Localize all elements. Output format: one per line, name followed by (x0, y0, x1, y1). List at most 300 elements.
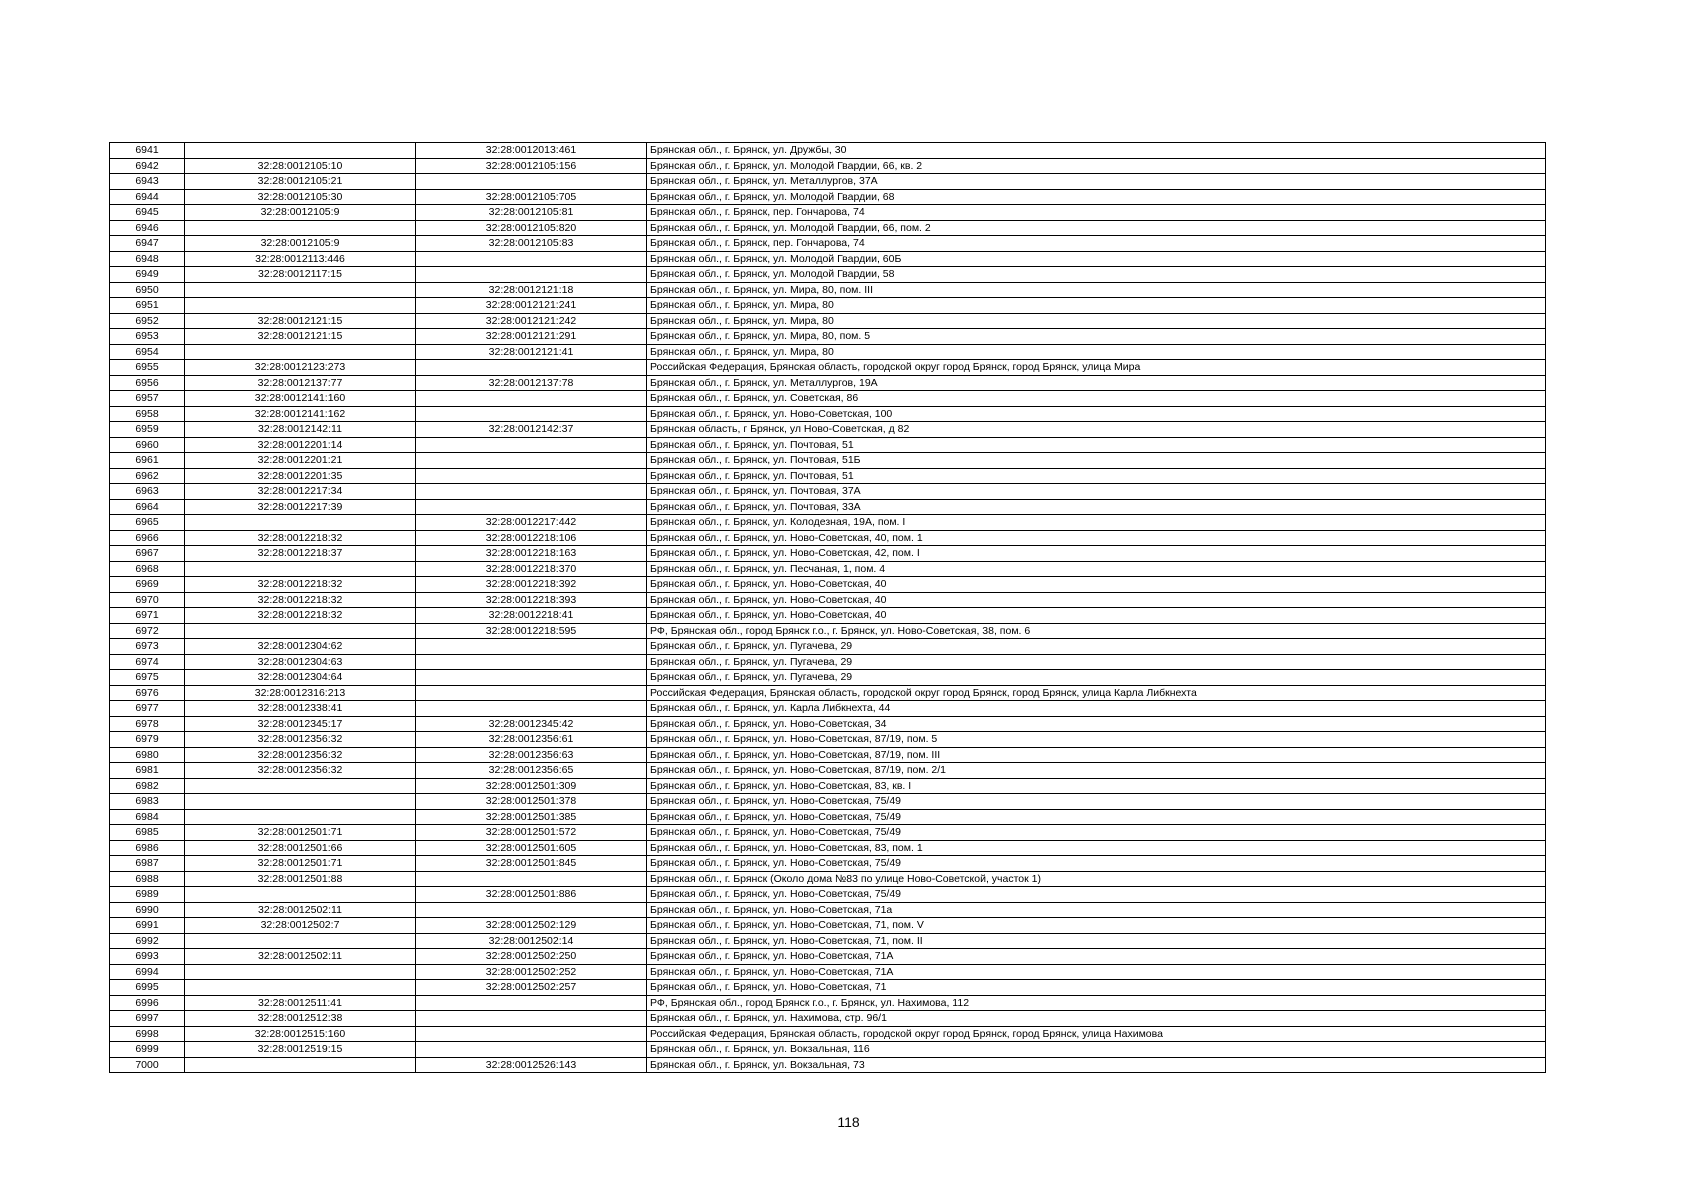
address-cell: Брянская обл., г. Брянск, ул. Ново-Советская, 34 (647, 716, 1546, 732)
row-number-cell: 6997 (110, 1011, 185, 1027)
building-cadastral-cell: 32:28:0012501:385 (416, 809, 647, 825)
table-row (110, 267, 1546, 283)
registry-table-body (110, 143, 1546, 1073)
address-cell: Брянская обл., г. Брянск, ул. Ново-Советская, 75/49 (647, 794, 1546, 810)
land-plot-cadastral-cell: 32:28:0012105:10 (185, 158, 416, 174)
row-number-cell: 6985 (110, 825, 185, 841)
table-row (110, 995, 1546, 1011)
address-cell: Брянская обл., г. Брянск, ул. Мира, 80 (647, 313, 1546, 329)
row-number-cell: 6978 (110, 716, 185, 732)
address-cell: Брянская обл., г. Брянск, ул. Почтовая, 37А (647, 484, 1546, 500)
table-row (110, 468, 1546, 484)
land-plot-cadastral-cell: 32:28:0012502:11 (185, 902, 416, 918)
row-number-cell: 6961 (110, 453, 185, 469)
row-number-cell: 7000 (110, 1057, 185, 1073)
building-cadastral-cell (416, 995, 647, 1011)
row-number-cell: 6982 (110, 778, 185, 794)
building-cadastral-cell (416, 654, 647, 670)
row-number-cell: 6945 (110, 205, 185, 221)
land-plot-cadastral-cell: 32:28:0012345:17 (185, 716, 416, 732)
row-number-cell: 6946 (110, 220, 185, 236)
land-plot-cadastral-cell: 32:28:0012217:34 (185, 484, 416, 500)
row-number-cell: 6966 (110, 530, 185, 546)
address-cell: Брянская обл., г. Брянск, ул. Мира, 80, пом. 5 (647, 329, 1546, 345)
address-cell: Брянская обл., г. Брянск, ул. Ново-Советская, 83, пом. 1 (647, 840, 1546, 856)
table-row (110, 499, 1546, 515)
land-plot-cadastral-cell: 32:28:0012105:21 (185, 174, 416, 190)
table-row (110, 1057, 1546, 1073)
row-number-cell: 6944 (110, 189, 185, 205)
table-row (110, 515, 1546, 531)
building-cadastral-cell (416, 639, 647, 655)
table-row (110, 422, 1546, 438)
land-plot-cadastral-cell: 32:28:0012141:160 (185, 391, 416, 407)
land-plot-cadastral-cell (185, 1057, 416, 1073)
building-cadastral-cell: 32:28:0012356:61 (416, 732, 647, 748)
land-plot-cadastral-cell: 32:28:0012304:63 (185, 654, 416, 670)
address-cell: Брянская обл., г. Брянск, ул. Ново-Советская, 71 (647, 980, 1546, 996)
land-plot-cadastral-cell: 32:28:0012117:15 (185, 267, 416, 283)
building-cadastral-cell: 32:28:0012121:18 (416, 282, 647, 298)
address-cell: Брянская обл., г. Брянск, ул. Ново-Советская, 87/19, пом. III (647, 747, 1546, 763)
address-cell: Брянская обл., г. Брянск, ул. Вокзальная, 73 (647, 1057, 1546, 1073)
building-cadastral-cell: 32:28:0012121:291 (416, 329, 647, 345)
table-row (110, 778, 1546, 794)
table-row (110, 840, 1546, 856)
land-plot-cadastral-cell (185, 794, 416, 810)
row-number-cell: 6947 (110, 236, 185, 252)
table-row (110, 344, 1546, 360)
land-plot-cadastral-cell: 32:28:0012501:71 (185, 825, 416, 841)
row-number-cell: 6952 (110, 313, 185, 329)
building-cadastral-cell (416, 701, 647, 717)
table-row (110, 453, 1546, 469)
building-cadastral-cell: 32:28:0012502:14 (416, 933, 647, 949)
building-cadastral-cell (416, 391, 647, 407)
row-number-cell: 6984 (110, 809, 185, 825)
property-registry-table (109, 142, 1546, 1073)
table-row (110, 329, 1546, 345)
address-cell: Брянская обл., г. Брянск (Около дома №83 по улице Ново-Советской, участок 1) (647, 871, 1546, 887)
row-number-cell: 6965 (110, 515, 185, 531)
table-row (110, 592, 1546, 608)
table-row (110, 685, 1546, 701)
land-plot-cadastral-cell: 32:28:0012201:21 (185, 453, 416, 469)
address-cell: Брянская обл., г. Брянск, ул. Колодезная, 19А, пом. I (647, 515, 1546, 531)
row-number-cell: 6964 (110, 499, 185, 515)
table-row (110, 747, 1546, 763)
table-row (110, 639, 1546, 655)
land-plot-cadastral-cell (185, 933, 416, 949)
row-number-cell: 6972 (110, 623, 185, 639)
table-row (110, 716, 1546, 732)
table-row (110, 174, 1546, 190)
address-cell: Брянская обл., г. Брянск, ул. Ново-Советская, 42, пом. I (647, 546, 1546, 562)
table-row (110, 205, 1546, 221)
land-plot-cadastral-cell: 32:28:0012201:35 (185, 468, 416, 484)
row-number-cell: 6967 (110, 546, 185, 562)
address-cell: Брянская обл., г. Брянск, ул. Ново-Советская, 40, пом. 1 (647, 530, 1546, 546)
address-cell: Российская Федерация, Брянская область, городской округ город Брянск, город Брянск, улица Карла Либкнехта (647, 685, 1546, 701)
row-number-cell: 6943 (110, 174, 185, 190)
table-row (110, 406, 1546, 422)
address-cell: Брянская обл., г. Брянск, ул. Ново-Советская, 40 (647, 577, 1546, 593)
land-plot-cadastral-cell (185, 282, 416, 298)
row-number-cell: 6977 (110, 701, 185, 717)
land-plot-cadastral-cell (185, 778, 416, 794)
row-number-cell: 6995 (110, 980, 185, 996)
building-cadastral-cell: 32:28:0012121:242 (416, 313, 647, 329)
land-plot-cadastral-cell (185, 964, 416, 980)
address-cell: Брянская обл., г. Брянск, ул. Мира, 80 (647, 344, 1546, 360)
table-row (110, 375, 1546, 391)
address-cell: Брянская обл., г. Брянск, ул. Ново-Советская, 75/49 (647, 809, 1546, 825)
address-cell: Брянская обл., г. Брянск, ул. Вокзальная, 116 (647, 1042, 1546, 1058)
row-number-cell: 6960 (110, 437, 185, 453)
row-number-cell: 6941 (110, 143, 185, 159)
building-cadastral-cell: 32:28:0012218:41 (416, 608, 647, 624)
land-plot-cadastral-cell: 32:28:0012121:15 (185, 329, 416, 345)
land-plot-cadastral-cell: 32:28:0012304:64 (185, 670, 416, 686)
table-row (110, 902, 1546, 918)
land-plot-cadastral-cell: 32:28:0012201:14 (185, 437, 416, 453)
address-cell: Брянская обл., г. Брянск, ул. Ново-Советская, 71, пом. II (647, 933, 1546, 949)
land-plot-cadastral-cell: 32:28:0012501:66 (185, 840, 416, 856)
table-row (110, 825, 1546, 841)
building-cadastral-cell: 32:28:0012121:41 (416, 344, 647, 360)
land-plot-cadastral-cell (185, 809, 416, 825)
land-plot-cadastral-cell: 32:28:0012142:11 (185, 422, 416, 438)
address-cell: Брянская обл., г. Брянск, ул. Ново-Советская, 71А (647, 964, 1546, 980)
row-number-cell: 6994 (110, 964, 185, 980)
address-cell: РФ, Брянская обл., город Брянск г.о., г. Брянск, ул. Ново-Советская, 38, пом. 6 (647, 623, 1546, 639)
table-row (110, 484, 1546, 500)
address-cell: Брянская обл., г. Брянск, ул. Ново-Советская, 100 (647, 406, 1546, 422)
building-cadastral-cell (416, 174, 647, 190)
table-row (110, 546, 1546, 562)
building-cadastral-cell: 32:28:0012345:42 (416, 716, 647, 732)
building-cadastral-cell: 32:28:0012105:820 (416, 220, 647, 236)
building-cadastral-cell (416, 499, 647, 515)
row-number-cell: 6983 (110, 794, 185, 810)
row-number-cell: 6962 (110, 468, 185, 484)
address-cell: Брянская обл., г. Брянск, ул. Пугачева, 29 (647, 654, 1546, 670)
building-cadastral-cell (416, 902, 647, 918)
table-row (110, 794, 1546, 810)
building-cadastral-cell: 32:28:0012121:241 (416, 298, 647, 314)
building-cadastral-cell: 32:28:0012142:37 (416, 422, 647, 438)
land-plot-cadastral-cell: 32:28:0012123:273 (185, 360, 416, 376)
row-number-cell: 6950 (110, 282, 185, 298)
row-number-cell: 6956 (110, 375, 185, 391)
table-row (110, 189, 1546, 205)
land-plot-cadastral-cell: 32:28:0012338:41 (185, 701, 416, 717)
table-row (110, 530, 1546, 546)
building-cadastral-cell (416, 453, 647, 469)
address-cell: Брянская обл., г. Брянск, пер. Гончарова, 74 (647, 205, 1546, 221)
building-cadastral-cell: 32:28:0012501:886 (416, 887, 647, 903)
building-cadastral-cell (416, 670, 647, 686)
land-plot-cadastral-cell: 32:28:0012105:9 (185, 236, 416, 252)
table-row (110, 1026, 1546, 1042)
row-number-cell: 6996 (110, 995, 185, 1011)
table-row (110, 158, 1546, 174)
row-number-cell: 6955 (110, 360, 185, 376)
address-cell: Брянская обл., г. Брянск, ул. Советская, 86 (647, 391, 1546, 407)
building-cadastral-cell (416, 871, 647, 887)
building-cadastral-cell (416, 267, 647, 283)
row-number-cell: 6951 (110, 298, 185, 314)
table-row (110, 949, 1546, 965)
table-row (110, 763, 1546, 779)
land-plot-cadastral-cell (185, 344, 416, 360)
address-cell: Брянская обл., г. Брянск, ул. Ново-Советская, 83, кв. I (647, 778, 1546, 794)
address-cell: Брянская обл., г. Брянск, ул. Молодой Гвардии, 68 (647, 189, 1546, 205)
land-plot-cadastral-cell: 32:28:0012356:32 (185, 747, 416, 763)
address-cell: Брянская обл., г. Брянск, ул. Почтовая, 51 (647, 468, 1546, 484)
row-number-cell: 6954 (110, 344, 185, 360)
row-number-cell: 6957 (110, 391, 185, 407)
row-number-cell: 6988 (110, 871, 185, 887)
building-cadastral-cell: 32:28:0012218:370 (416, 561, 647, 577)
row-number-cell: 6958 (110, 406, 185, 422)
address-cell: Российская Федерация, Брянская область, городской округ город Брянск, город Брянск, улица Нахимова (647, 1026, 1546, 1042)
row-number-cell: 6979 (110, 732, 185, 748)
table-row (110, 251, 1546, 267)
table-row (110, 313, 1546, 329)
table-row (110, 236, 1546, 252)
row-number-cell: 6981 (110, 763, 185, 779)
address-cell: Брянская обл., г. Брянск, ул. Ново-Советская, 75/49 (647, 887, 1546, 903)
address-cell: Брянская обл., г. Брянск, ул. Ново-Советская, 75/49 (647, 856, 1546, 872)
row-number-cell: 6969 (110, 577, 185, 593)
building-cadastral-cell (416, 406, 647, 422)
address-cell: Брянская обл., г. Брянск, ул. Ново-Советская, 87/19, пом. 5 (647, 732, 1546, 748)
table-row (110, 732, 1546, 748)
building-cadastral-cell: 32:28:0012218:392 (416, 577, 647, 593)
land-plot-cadastral-cell (185, 623, 416, 639)
address-cell: Брянская обл., г. Брянск, ул. Карла Либкнехта, 44 (647, 701, 1546, 717)
building-cadastral-cell: 32:28:0012218:106 (416, 530, 647, 546)
table-row (110, 577, 1546, 593)
row-number-cell: 6993 (110, 949, 185, 965)
table-row (110, 933, 1546, 949)
row-number-cell: 6992 (110, 933, 185, 949)
row-number-cell: 6963 (110, 484, 185, 500)
land-plot-cadastral-cell: 32:28:0012113:446 (185, 251, 416, 267)
building-cadastral-cell: 32:28:0012526:143 (416, 1057, 647, 1073)
address-cell: Брянская обл., г. Брянск, ул. Почтовая, 51 (647, 437, 1546, 453)
row-number-cell: 6987 (110, 856, 185, 872)
table-row (110, 887, 1546, 903)
address-cell: Брянская обл., г. Брянск, ул. Ново-Советская, 40 (647, 608, 1546, 624)
land-plot-cadastral-cell: 32:28:0012515:160 (185, 1026, 416, 1042)
table-row (110, 654, 1546, 670)
building-cadastral-cell (416, 1042, 647, 1058)
address-cell: Брянская обл., г. Брянск, ул. Мира, 80 (647, 298, 1546, 314)
table-row (110, 809, 1546, 825)
building-cadastral-cell (416, 1026, 647, 1042)
table-row (110, 298, 1546, 314)
land-plot-cadastral-cell: 32:28:0012121:15 (185, 313, 416, 329)
land-plot-cadastral-cell (185, 561, 416, 577)
land-plot-cadastral-cell: 32:28:0012218:32 (185, 530, 416, 546)
land-plot-cadastral-cell: 32:28:0012105:30 (185, 189, 416, 205)
building-cadastral-cell: 32:28:0012218:163 (416, 546, 647, 562)
building-cadastral-cell: 32:28:0012501:378 (416, 794, 647, 810)
row-number-cell: 6949 (110, 267, 185, 283)
building-cadastral-cell: 32:28:0012502:129 (416, 918, 647, 934)
building-cadastral-cell: 32:28:0012502:250 (416, 949, 647, 965)
building-cadastral-cell (416, 484, 647, 500)
row-number-cell: 6953 (110, 329, 185, 345)
table-row (110, 1042, 1546, 1058)
building-cadastral-cell (416, 251, 647, 267)
table-row (110, 964, 1546, 980)
land-plot-cadastral-cell: 32:28:0012511:41 (185, 995, 416, 1011)
building-cadastral-cell: 32:28:0012217:442 (416, 515, 647, 531)
address-cell: Брянская обл., г. Брянск, ул. Мира, 80, пом. III (647, 282, 1546, 298)
building-cadastral-cell: 32:28:0012105:705 (416, 189, 647, 205)
address-cell: Брянская обл., г. Брянск, ул. Пугачева, 29 (647, 639, 1546, 655)
table-row (110, 143, 1546, 159)
address-cell: Брянская обл., г. Брянск, ул. Молодой Гвардии, 58 (647, 267, 1546, 283)
table-row (110, 918, 1546, 934)
land-plot-cadastral-cell: 32:28:0012218:32 (185, 577, 416, 593)
land-plot-cadastral-cell (185, 220, 416, 236)
table-row (110, 1011, 1546, 1027)
building-cadastral-cell (416, 685, 647, 701)
land-plot-cadastral-cell: 32:28:0012519:15 (185, 1042, 416, 1058)
row-number-cell: 6976 (110, 685, 185, 701)
table-row (110, 623, 1546, 639)
land-plot-cadastral-cell: 32:28:0012137:77 (185, 375, 416, 391)
row-number-cell: 6989 (110, 887, 185, 903)
land-plot-cadastral-cell: 32:28:0012105:9 (185, 205, 416, 221)
building-cadastral-cell (416, 468, 647, 484)
address-cell: Брянская обл., г. Брянск, ул. Ново-Советская, 40 (647, 592, 1546, 608)
address-cell: Брянская область, г Брянск, ул Ново-Советская, д 82 (647, 422, 1546, 438)
address-cell: Брянская обл., г. Брянск, ул. Ново-Советская, 71А (647, 949, 1546, 965)
building-cadastral-cell (416, 360, 647, 376)
row-number-cell: 6970 (110, 592, 185, 608)
building-cadastral-cell: 32:28:0012105:156 (416, 158, 647, 174)
address-cell: РФ, Брянская обл., город Брянск г.о., г. Брянск, ул. Нахимова, 112 (647, 995, 1546, 1011)
land-plot-cadastral-cell: 32:28:0012304:62 (185, 639, 416, 655)
land-plot-cadastral-cell: 32:28:0012356:32 (185, 763, 416, 779)
building-cadastral-cell: 32:28:0012501:572 (416, 825, 647, 841)
address-cell: Брянская обл., г. Брянск, ул. Почтовая, 51Б (647, 453, 1546, 469)
address-cell: Брянская обл., г. Брянск, ул. Ново-Советская, 75/49 (647, 825, 1546, 841)
table-row (110, 282, 1546, 298)
land-plot-cadastral-cell: 32:28:0012218:37 (185, 546, 416, 562)
building-cadastral-cell: 32:28:0012105:81 (416, 205, 647, 221)
table-row (110, 437, 1546, 453)
address-cell: Брянская обл., г. Брянск, ул. Песчаная, 1, пом. 4 (647, 561, 1546, 577)
land-plot-cadastral-cell: 32:28:0012512:38 (185, 1011, 416, 1027)
table-row (110, 220, 1546, 236)
address-cell: Брянская обл., г. Брянск, ул. Ново-Советская, 87/19, пом. 2/1 (647, 763, 1546, 779)
row-number-cell: 6986 (110, 840, 185, 856)
row-number-cell: 6948 (110, 251, 185, 267)
building-cadastral-cell: 32:28:0012105:83 (416, 236, 647, 252)
table-row (110, 980, 1546, 996)
land-plot-cadastral-cell: 32:28:0012218:32 (185, 608, 416, 624)
table-row (110, 871, 1546, 887)
land-plot-cadastral-cell: 32:28:0012141:162 (185, 406, 416, 422)
building-cadastral-cell: 32:28:0012501:309 (416, 778, 647, 794)
row-number-cell: 6980 (110, 747, 185, 763)
building-cadastral-cell (416, 1011, 647, 1027)
land-plot-cadastral-cell: 32:28:0012502:7 (185, 918, 416, 934)
building-cadastral-cell: 32:28:0012218:393 (416, 592, 647, 608)
address-cell: Брянская обл., г. Брянск, ул. Ново-Советская, 71, пом. V (647, 918, 1546, 934)
row-number-cell: 6991 (110, 918, 185, 934)
land-plot-cadastral-cell (185, 298, 416, 314)
land-plot-cadastral-cell: 32:28:0012356:32 (185, 732, 416, 748)
row-number-cell: 6999 (110, 1042, 185, 1058)
table-row (110, 360, 1546, 376)
address-cell: Российская Федерация, Брянская область, городской округ город Брянск, город Брянск, улица Мира (647, 360, 1546, 376)
address-cell: Брянская обл., г. Брянск, ул. Молодой Гвардии, 66, пом. 2 (647, 220, 1546, 236)
row-number-cell: 6973 (110, 639, 185, 655)
table-row (110, 391, 1546, 407)
table-row (110, 670, 1546, 686)
address-cell: Брянская обл., г. Брянск, ул. Пугачева, 29 (647, 670, 1546, 686)
building-cadastral-cell: 32:28:0012502:252 (416, 964, 647, 980)
land-plot-cadastral-cell (185, 143, 416, 159)
row-number-cell: 6990 (110, 902, 185, 918)
address-cell: Брянская обл., г. Брянск, ул. Почтовая, 33А (647, 499, 1546, 515)
building-cadastral-cell: 32:28:0012013:461 (416, 143, 647, 159)
table-row (110, 856, 1546, 872)
building-cadastral-cell: 32:28:0012502:257 (416, 980, 647, 996)
land-plot-cadastral-cell: 32:28:0012218:32 (185, 592, 416, 608)
row-number-cell: 6975 (110, 670, 185, 686)
land-plot-cadastral-cell (185, 515, 416, 531)
land-plot-cadastral-cell: 32:28:0012316:213 (185, 685, 416, 701)
table-row (110, 701, 1546, 717)
building-cadastral-cell: 32:28:0012356:63 (416, 747, 647, 763)
land-plot-cadastral-cell (185, 980, 416, 996)
row-number-cell: 6959 (110, 422, 185, 438)
page-number: 118 (837, 1114, 860, 1130)
land-plot-cadastral-cell: 32:28:0012501:88 (185, 871, 416, 887)
building-cadastral-cell (416, 437, 647, 453)
land-plot-cadastral-cell: 32:28:0012217:39 (185, 499, 416, 515)
row-number-cell: 6968 (110, 561, 185, 577)
building-cadastral-cell: 32:28:0012501:845 (416, 856, 647, 872)
table-row (110, 561, 1546, 577)
address-cell: Брянская обл., г. Брянск, ул. Молодой Гвардии, 66, кв. 2 (647, 158, 1546, 174)
address-cell: Брянская обл., г. Брянск, пер. Гончарова, 74 (647, 236, 1546, 252)
building-cadastral-cell: 32:28:0012218:595 (416, 623, 647, 639)
land-plot-cadastral-cell (185, 887, 416, 903)
address-cell: Брянская обл., г. Брянск, ул. Дружбы, 30 (647, 143, 1546, 159)
address-cell: Брянская обл., г. Брянск, ул. Металлургов, 37А (647, 174, 1546, 190)
row-number-cell: 6971 (110, 608, 185, 624)
address-cell: Брянская обл., г. Брянск, ул. Молодой Гвардии, 60Б (647, 251, 1546, 267)
building-cadastral-cell: 32:28:0012356:65 (416, 763, 647, 779)
land-plot-cadastral-cell: 32:28:0012502:11 (185, 949, 416, 965)
address-cell: Брянская обл., г. Брянск, ул. Ново-Советская, 71а (647, 902, 1546, 918)
row-number-cell: 6942 (110, 158, 185, 174)
address-cell: Брянская обл., г. Брянск, ул. Нахимова, стр. 96/1 (647, 1011, 1546, 1027)
row-number-cell: 6974 (110, 654, 185, 670)
building-cadastral-cell: 32:28:0012137:78 (416, 375, 647, 391)
table-row (110, 608, 1546, 624)
building-cadastral-cell: 32:28:0012501:605 (416, 840, 647, 856)
